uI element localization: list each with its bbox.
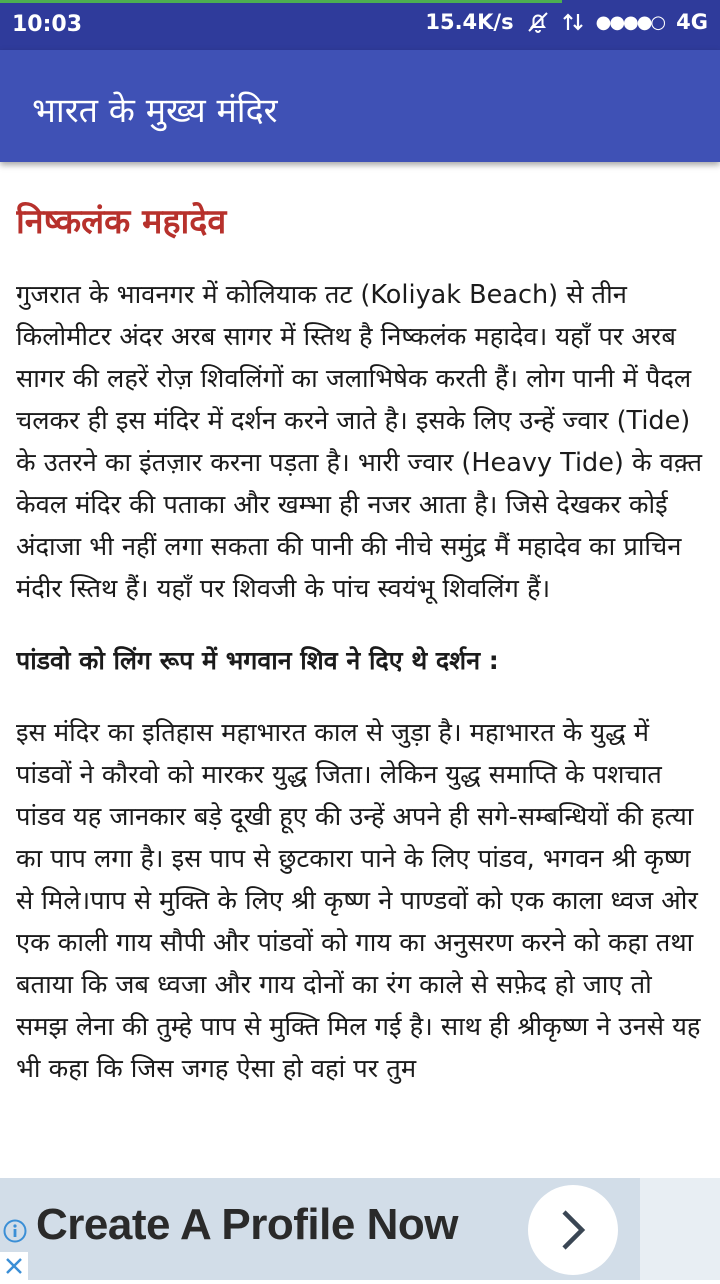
- article-paragraph-1: गुजरात के भावनगर में कोलियाक तट (Koliyak Beach) से तीन किलोमीटर अंदर अरब सागर में स्तिथ है निष्कलंक महादेव। यहाँ पर अरब सागर की लहरें रोज़ शिवलिंगों का जलाभिषेक करती हैं। लोग पानी में पैदल चलकर ही इस मंदिर में दर्शन करने जाते है। इसके लिए उन्हें ज्वार (Tide) के उतरने का इंतज़ार करना पड़ता है। भारी ज्वार (Heavy Tide) के वक़्त केवल मंदिर की पताका और खम्भा ही नजर आता है। जिसे देखकर कोई अंदाजा भी नहीं लगा सकता की पानी की नीचे समुंद्र मैं महादेव का प्राचिन मंदीर स्तिथ हैं। यहाँ पर शिवजी के पांच स्वयंभू शिवलिंग हैं।: [16, 280, 703, 604]
- signal-strength-icon: ●●●●○: [595, 11, 665, 33]
- app-title: भारत के मुख्य मंदिर: [32, 91, 278, 131]
- app-bar: [0, 50, 720, 162]
- network-speed: 15.4K/s: [425, 10, 514, 34]
- ad-cta-button[interactable]: [528, 1185, 618, 1275]
- info-icon[interactable]: [2, 1218, 28, 1244]
- data-transfer-icon: [562, 10, 584, 34]
- status-indicators: [425, 10, 708, 34]
- status-bar: [0, 0, 720, 50]
- bell-off-icon: [526, 10, 550, 34]
- article-paragraph-2: इस मंदिर का इतिहास महाभारत काल से जुड़ा है। महाभारत के युद्ध में पांडवों ने कौरवो को मारकर युद्ध जिता। लेकिन युद्ध समाप्ति के पशचात पांडव यह जानकार बड़े दूखी हूए की उन्हें अपने ही सगे-सम्बन्धियों की हत्या का पाप लगा है। इस पाप से छुटकारा पाने के लिए पांडव, भगवन श्री कृष्ण से मिले।पाप से मुक्ति के लिए श्री कृष्ण ने पाण्डवों को एक काला ध्वज ओर एक काली गाय सौपी और पांडवों को गाय का अनुसरण करने को कहा तथा बताया कि जब ध्वजा और गाय दोनों का रंग काले से सफ़ेद हो जाए तो समझ लेना की तुम्हे पाप से मुक्ति मिल गई है। साथ ही श्रीकृष्ण ने उनसे यह भी कहा कि जिस जगह ऐसा हो वहां पर तुम: [16, 718, 701, 1084]
- network-type: 4G: [676, 10, 708, 34]
- ad-side-panel: [640, 1178, 720, 1280]
- page-load-progress: [0, 0, 562, 3]
- article-title: निष्कलंक महादेव: [16, 202, 227, 242]
- chevron-right-icon: [556, 1207, 590, 1253]
- ad-content[interactable]: [0, 1178, 640, 1280]
- article-content[interactable]: [16, 162, 706, 1178]
- article-subheading: पांडवो को लिंग रूप में भगवान शिव ने दिए थे दर्शन :: [16, 646, 499, 675]
- ad-banner[interactable]: [0, 1178, 720, 1280]
- close-icon[interactable]: [0, 1252, 28, 1280]
- status-time: 10:03: [12, 12, 83, 37]
- ad-headline[interactable]: Create A Profile Now: [36, 1200, 458, 1249]
